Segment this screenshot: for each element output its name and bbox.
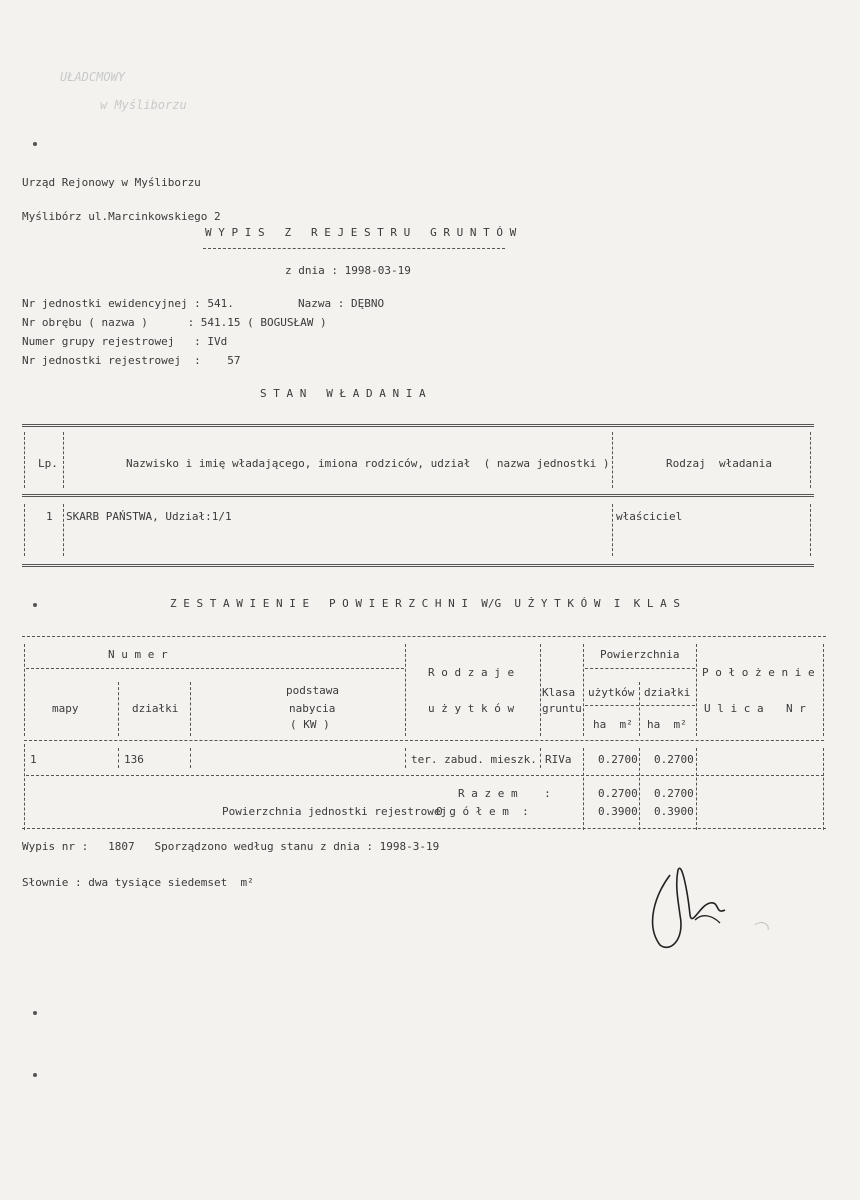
zest-border — [405, 748, 406, 768]
h-dzialki: działki — [132, 702, 179, 715]
zest-border — [190, 748, 191, 768]
h-kw: ( KW ) — [290, 718, 330, 731]
row-pow-dz: 0.2700 — [654, 753, 694, 766]
stan-mid-rule — [22, 494, 814, 497]
owner-lp: 1 — [46, 510, 53, 523]
unit-number: Nr jednostki ewidencyjnej : 541. — [22, 297, 234, 310]
stan-border — [63, 432, 64, 488]
pow-sub-rule — [585, 705, 695, 706]
row-rule — [26, 775, 824, 776]
zest-title: Z E S T A W I E N I E P O W I E R Z C H N I W/G U Ż Y T K Ó W I K L A S — [170, 597, 680, 610]
ogolem-label: O g ó ł e m : — [436, 805, 529, 818]
h-uzytkow: u ż y t k ó w — [428, 702, 515, 715]
col-name: Nazwisko i imię władającego, imiona rodziców, udział ( nazwa jednostki ) — [126, 457, 610, 470]
zest-bottom-rule — [22, 828, 826, 829]
razem-dz: 0.2700 — [654, 787, 694, 800]
row-rodzaj: ter. zabud. mieszk. — [411, 753, 537, 766]
zest-border — [118, 748, 119, 768]
zest-border — [823, 748, 824, 830]
col-rodzaj: Rodzaj władania — [666, 457, 772, 470]
razem-label: R a z e m : — [458, 787, 551, 800]
zest-border — [696, 644, 697, 736]
h-rodzaje: R o d z a j e — [428, 666, 515, 679]
punch-dot — [33, 1073, 37, 1077]
h-nr: N r — [786, 702, 806, 715]
h-klasa: Klasa — [542, 686, 576, 699]
zest-border — [639, 682, 640, 736]
owner-name: SKARB PAŃSTWA, Udział:1/1 — [66, 510, 232, 523]
h-ulica: U l i c a — [704, 702, 764, 715]
h-numer: N u m e r — [108, 648, 168, 661]
stamp-ghost-line2: w Myśliborzu — [100, 98, 187, 112]
owner-rodzaj: właściciel — [616, 510, 683, 523]
zest-border — [639, 748, 640, 830]
wypis-number: Wypis nr : 1807 Sporządzono według stanu z dnia : 1998-3-19 — [22, 840, 440, 853]
row-dzialki: 136 — [124, 753, 144, 766]
ogolem-prefix: Powierzchnia jednostki rejestrowej — [222, 805, 448, 818]
h-uzytkow-col: użytków — [588, 686, 635, 699]
stamp-ghost-line1: UŁADCMOWY — [60, 70, 126, 84]
stan-top-rule — [22, 424, 814, 427]
document-title: W Y P I S Z R E J E S T R U G R U N T Ó W — [205, 226, 517, 239]
zest-border — [24, 644, 25, 736]
h-nabycia: nabycia — [289, 702, 336, 715]
zest-border — [540, 748, 541, 768]
signature — [630, 855, 790, 955]
h-ha-uz: ha m² — [593, 718, 633, 731]
register-unit: Nr jednostki rejestrowej : 57 — [22, 354, 241, 367]
pow-rule — [585, 668, 695, 669]
ogolem-dz: 0.3900 — [654, 805, 694, 818]
punch-dot — [33, 142, 37, 146]
unit-name: Nazwa : DĘBNO — [298, 297, 385, 310]
zest-border — [583, 748, 584, 830]
obreb: Nr obrębu ( nazwa ) : 541.15 ( BOGUSŁAW ) — [22, 316, 327, 329]
document-date: z dnia : 1998-03-19 — [285, 264, 411, 277]
stan-border — [612, 432, 613, 488]
zest-header-rule — [24, 740, 824, 741]
stan-bottom-rule — [22, 564, 814, 567]
punch-dot — [33, 603, 37, 607]
zest-border — [190, 682, 191, 736]
h-dzialki-col: działki — [644, 686, 691, 699]
zest-border — [24, 744, 25, 830]
office-address: Myślibórz ul.Marcinkowskiego 2 — [22, 210, 221, 223]
h-gruntu: gruntu — [542, 702, 582, 715]
punch-dot — [33, 1011, 37, 1015]
h-polozenie: P o ł o ż e n i e — [702, 666, 815, 679]
stan-border — [810, 432, 811, 488]
office-name: Urząd Rejonowy w Myśliborzu — [22, 176, 201, 189]
title-underline — [203, 248, 505, 249]
zest-border — [823, 644, 824, 736]
zest-border — [405, 644, 406, 736]
zest-border — [583, 644, 584, 736]
row-pow-uz: 0.2700 — [598, 753, 638, 766]
zest-border — [118, 682, 119, 736]
ogolem-uz: 0.3900 — [598, 805, 638, 818]
stan-title: S T A N W Ł A D A N I A — [260, 387, 426, 400]
stan-border — [63, 504, 64, 556]
zest-border — [696, 748, 697, 830]
group-number: Numer grupy rejestrowej : IVd — [22, 335, 228, 348]
razem-uz: 0.2700 — [598, 787, 638, 800]
h-ha-dz: ha m² — [647, 718, 687, 731]
col-lp: Lp. — [38, 457, 58, 470]
h-mapy: mapy — [52, 702, 79, 715]
h-powierzchnia: Powierzchnia — [600, 648, 680, 661]
row-mapy: 1 — [30, 753, 37, 766]
stan-border — [24, 432, 25, 488]
row-klasa: RIVa — [545, 753, 572, 766]
h-podstawa: podstawa — [286, 684, 339, 697]
slownie: Słownie : dwa tysiące siedemset m² — [22, 876, 254, 889]
zest-border — [540, 644, 541, 736]
numer-rule — [26, 668, 404, 669]
zest-top-rule — [22, 636, 826, 637]
stan-border — [612, 504, 613, 556]
stan-border — [24, 504, 25, 556]
stan-border — [810, 504, 811, 556]
